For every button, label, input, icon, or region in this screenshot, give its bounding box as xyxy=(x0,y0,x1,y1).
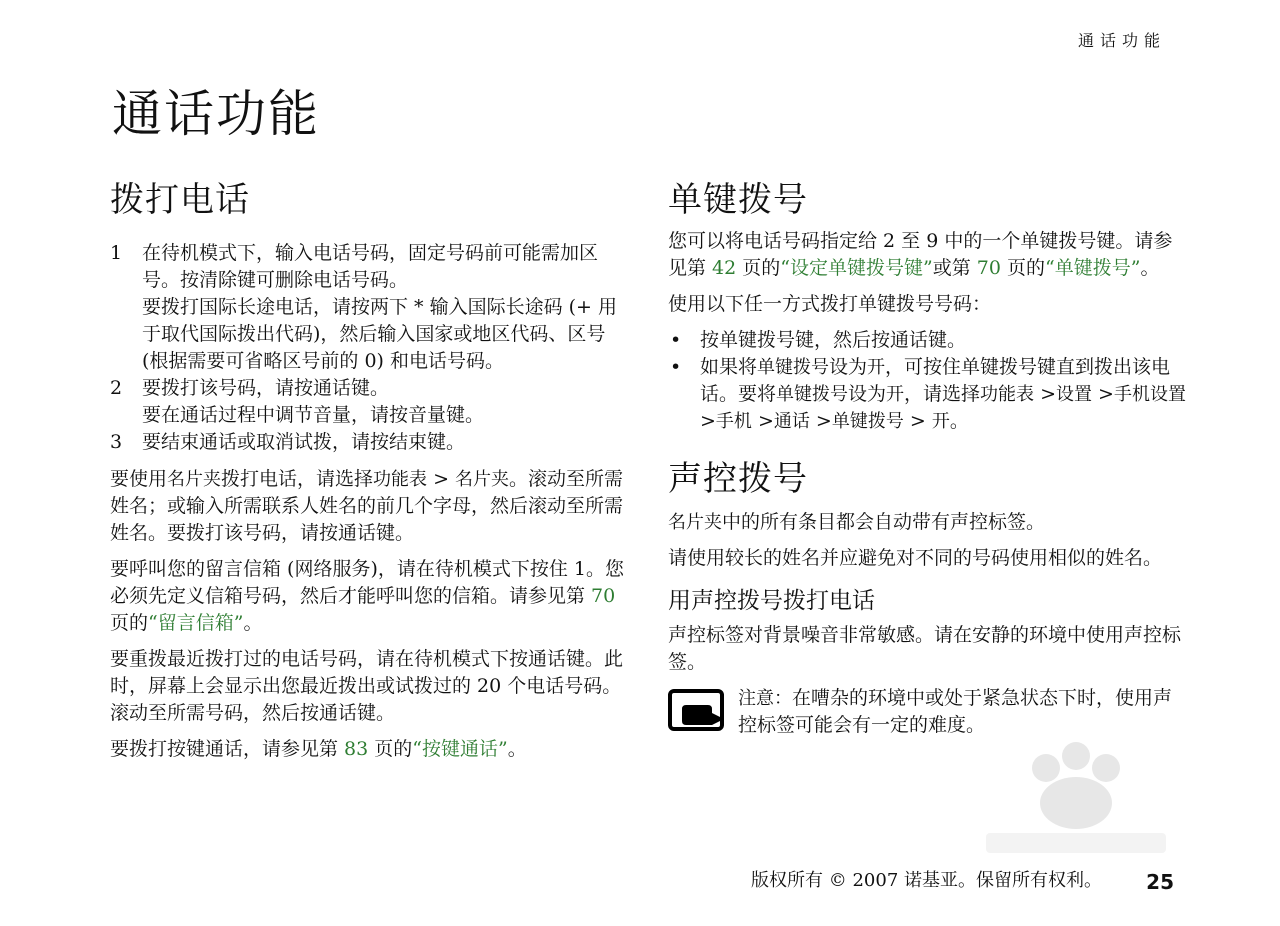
menu-term: 功能表 xyxy=(980,384,1035,405)
paragraph-voice-tags: 名片夹中的所有条目都会自动带有声控标签。 xyxy=(668,511,1046,533)
watermark-logo xyxy=(976,728,1176,868)
page-reference[interactable]: 70 xyxy=(976,257,1001,279)
step-number: 2 xyxy=(110,377,123,399)
right-column xyxy=(668,178,1188,739)
paragraph-contacts: 要使用名片夹拨打电话，请选择功能表 > 名片夹。滚动至所需姓名；或输入所需联系人姓名的前几个字母，然后滚动至所需姓名。要拨打该号码，请按通话键。 xyxy=(110,468,624,544)
step-3 xyxy=(110,429,630,456)
paragraph-speed-dial: 您可以将电话号码指定给 2 至 9 中的一个单键拨号键。请参见第 42 页的“设定单键拨号键”或第 70 页的“单键拨号”。 xyxy=(668,230,1173,279)
section-title-speed-dial: 单键拨号 xyxy=(668,180,808,220)
page-title: 通话功能 xyxy=(112,85,320,143)
menu-term: 功能表 xyxy=(373,469,428,490)
menu-term: 开 xyxy=(886,384,905,405)
step-text: 要拨打该号码，请按通话键。 xyxy=(142,377,390,399)
menu-term: 名片夹 xyxy=(455,469,510,490)
bullet-item: • 如果将单键拨号设为开，可按住单键拨号键直到拨出该电话。要将单键拨号设为开，请选择功能表 >设置 >手机设置 >手机 >通话 >单键拨号 > 开。 xyxy=(668,354,1188,435)
steps-list xyxy=(110,240,630,456)
menu-term: 通话 xyxy=(773,411,810,432)
menu-term: 设置 xyxy=(1056,384,1093,405)
paragraph-voice-names: 请使用较长的姓名并应避免对不同的号码使用相似的姓名。 xyxy=(668,547,1163,569)
cross-reference-link[interactable]: “单键拨号” xyxy=(1045,257,1141,279)
paragraph-voicemail: 要呼叫您的留言信箱 (网络服务)，请在待机模式下按住 1。您必须先定义信箱号码，然后才能呼叫您的信箱。请参见第 70 页的“留言信箱”。 xyxy=(110,558,624,634)
menu-term: 名片夹 xyxy=(167,469,222,490)
menu-term: 手机设置 xyxy=(1113,384,1186,405)
step-text: 在待机模式下，输入电话号码，固定号码前可能需加区号。按清除键可删除电话号码。 xyxy=(142,242,599,291)
menu-term: 单键拨号 xyxy=(831,411,904,432)
note-hand-icon xyxy=(668,685,738,739)
step-text: 要在通话过程中调节音量，请按音量键。 xyxy=(142,404,485,426)
left-column xyxy=(110,178,630,772)
step-1 xyxy=(110,240,630,375)
bullet-item: • 按单键拨号键，然后按通话键。 xyxy=(668,327,1188,354)
subsection-title: 用声控拨号拨打电话 xyxy=(668,588,875,614)
page-number: 25 xyxy=(1146,870,1174,894)
step-number: 3 xyxy=(110,431,123,453)
menu-term: 名片夹 xyxy=(668,512,722,533)
page-reference[interactable]: 83 xyxy=(344,738,369,760)
paragraph-voice-noise: 声控标签对背景噪音非常敏感。请在安静的环境中使用声控标签。 xyxy=(668,624,1182,673)
menu-term: 单键拨号 xyxy=(757,357,830,378)
page-reference[interactable]: 70 xyxy=(591,585,616,607)
running-header: 通话功能 xyxy=(1077,31,1166,50)
footer-copyright: 版权所有 © 2007 诺基亚。保留所有权利。 xyxy=(751,870,1102,891)
note-label: 注意： xyxy=(738,688,792,709)
paragraph-redial: 要重拨最近拨打过的电话号码，请在待机模式下按通话键。此时，屏幕上会显示出您最近拨出或试拨过的 20 个电话号码。滚动至所需号码，然后按通话键。 xyxy=(110,648,624,724)
paragraph-ptt: 要拨打按键通话，请参见第 83 页的“按键通话”。 xyxy=(110,738,527,760)
section-title-make-call: 拨打电话 xyxy=(110,180,250,220)
menu-term: 开 xyxy=(931,411,950,432)
section-title-voice-dial: 声控拨号 xyxy=(668,459,808,499)
menu-term: 开 xyxy=(867,357,886,378)
step-text: 要结束通话或取消试拨，请按结束键。 xyxy=(142,431,466,453)
step-text: 要拨打国际长途电话，请按两下 * 输入国际长途码 (+ 用于取代国际拨出代码)，然后输入国家或地区代码、区号 (根据需要可省略区号前的 0) 和电话号码。 xyxy=(142,296,617,372)
bullet-icon: • xyxy=(670,356,682,378)
menu-term: 手机 xyxy=(715,411,752,432)
paragraph-ways: 使用以下任一方式拨打单键拨号号码： xyxy=(668,293,992,315)
cross-reference-link[interactable]: “设定单键拨号键” xyxy=(780,257,933,279)
cross-reference-link[interactable]: “留言信箱” xyxy=(148,612,244,634)
cross-reference-link[interactable]: “按键通话” xyxy=(412,738,508,760)
step-number: 1 xyxy=(110,242,123,264)
page-reference[interactable]: 42 xyxy=(712,257,737,279)
bullet-icon: • xyxy=(670,329,682,351)
step-2 xyxy=(110,375,630,429)
menu-term: 单键拨号 xyxy=(776,384,849,405)
bullet-list xyxy=(668,327,1188,435)
note-text: 注意：在嘈杂的环境中或处于紧急状态下时，使用声控标签可能会有一定的难度。 xyxy=(738,687,1173,736)
